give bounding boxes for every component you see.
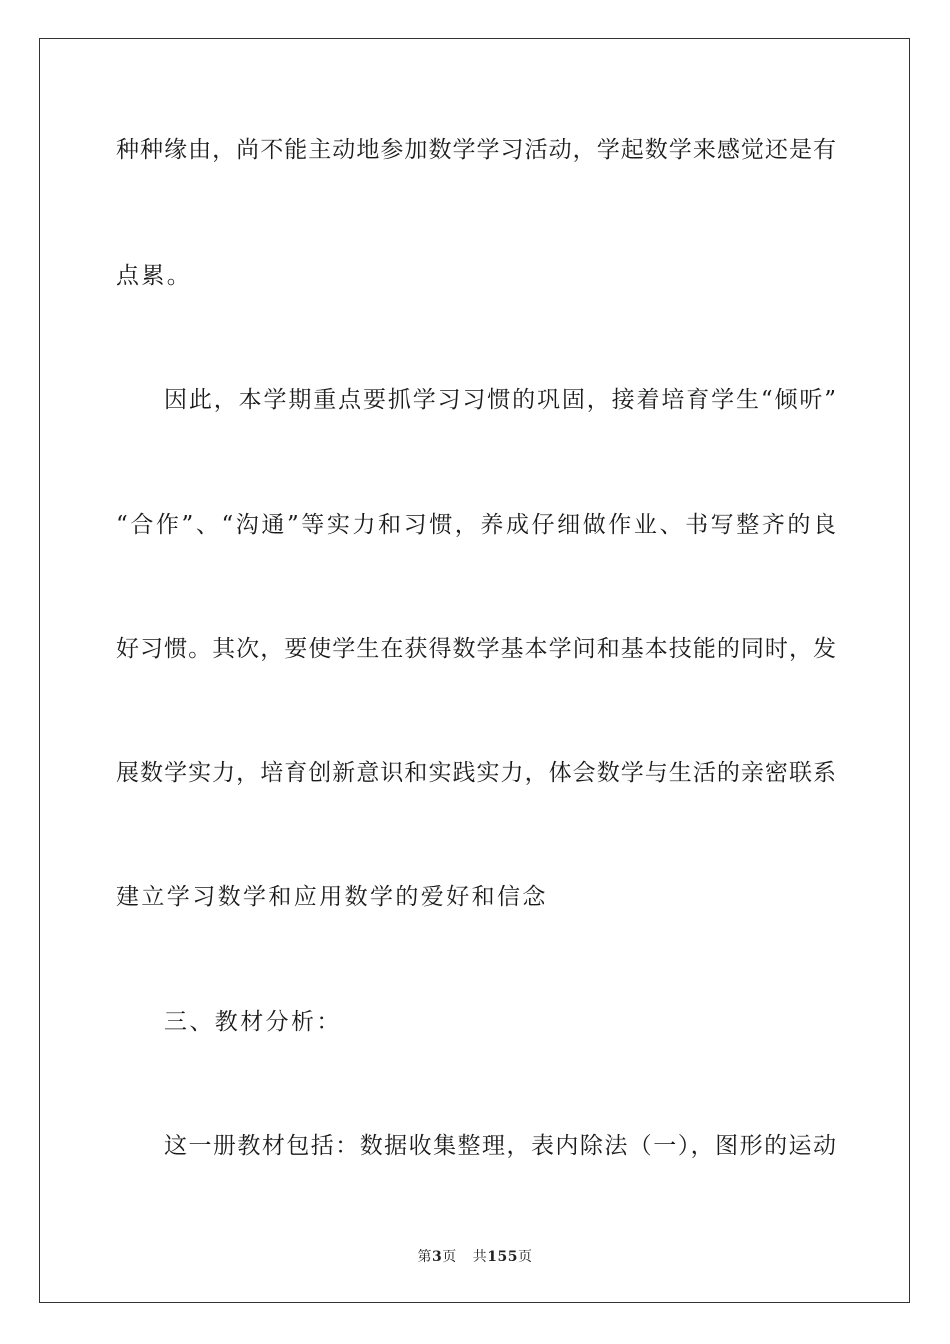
total-suffix: 页 [517, 1249, 533, 1265]
page-footer [0, 1248, 950, 1266]
body-line-2: 点累。 [116, 263, 193, 289]
page-number: 3 [432, 1249, 443, 1265]
total-prefix: 共 [472, 1249, 488, 1265]
section-heading: 三、教材分析： [164, 1009, 342, 1035]
body-line-1: 种种缘由，尚不能主动地参加数学学习活动，学起数学来感觉还是有 [116, 137, 836, 163]
page-suffix: 页 [442, 1249, 457, 1265]
page-prefix: 第 [417, 1249, 432, 1265]
paragraph-2-line-4: 展数学实力，培育创新意识和实践实力，体会数学与生活的亲密联系 [116, 760, 836, 786]
paragraph-2-line-1: 因此，本学期重点要抓学习习惯的巩固，接着培育学生“倾听” [164, 387, 836, 413]
page-border [39, 38, 910, 1303]
paragraph-3-line-1: 这一册教材包括：数据收集整理，表内除法（一），图形的运动 [164, 1133, 836, 1159]
total-pages: 155 [487, 1249, 518, 1265]
paragraph-2-line-3: 好习惯。其次，要使学生在获得数学基本学问和基本技能的同时，发 [116, 636, 836, 662]
paragraph-2-line-2: “合作”、“沟通”等实力和习惯，养成仔细做作业、书写整齐的良 [116, 512, 836, 538]
paragraph-2-line-5: 建立学习数学和应用数学的爱好和信念 [116, 884, 548, 910]
